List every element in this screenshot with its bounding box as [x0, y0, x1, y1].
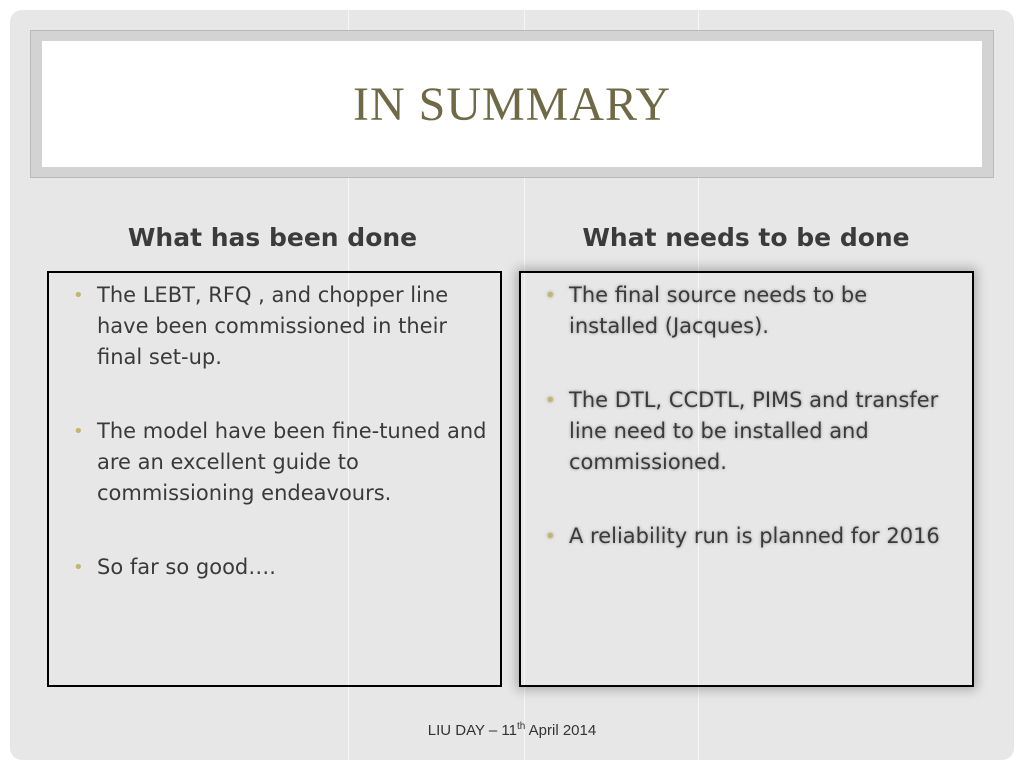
- list-item: [543, 521, 962, 552]
- list-item: [543, 385, 962, 478]
- footer-prefix: LIU DAY – 11: [427, 722, 517, 739]
- list-item-text: The LEBT, RFQ , and chopper line have been commissioned in their final set-up.: [97, 283, 449, 369]
- footer-superscript: th: [516, 721, 526, 732]
- done-list: [71, 280, 490, 626]
- list-item-text: The final source needs to be installed (Jacques).: [569, 283, 868, 338]
- slide-footer: [10, 721, 1014, 739]
- todo-list: [543, 280, 962, 595]
- title-panel: [42, 41, 982, 167]
- list-item: [543, 280, 962, 342]
- list-item-text: A reliability run is planned for 2016: [569, 524, 940, 548]
- title-frame: [30, 30, 994, 178]
- slide-title: IN SUMMARY: [352, 77, 672, 131]
- list-item: [71, 416, 490, 509]
- slide: [10, 10, 1014, 760]
- list-item-text: The model have been fine-tuned and are an excellent guide to commissioning endeavours.: [97, 419, 487, 505]
- right-column-heading: What needs to be done: [582, 223, 910, 252]
- bullet-icon: •: [545, 526, 556, 547]
- footer-suffix: April 2014: [525, 722, 597, 739]
- list-item: [71, 280, 490, 373]
- todo-list-box: [519, 271, 974, 687]
- done-list-box: [47, 271, 502, 687]
- left-column-heading: What has been done: [127, 223, 418, 252]
- bullet-icon: •: [545, 390, 556, 411]
- bullet-icon: •: [545, 285, 556, 306]
- bullet-icon: •: [73, 285, 84, 306]
- list-item-text: So far so good….: [97, 555, 276, 579]
- list-item: [71, 552, 490, 583]
- list-item-text: The DTL, CCDTL, PIMS and transfer line need to be installed and commissioned.: [569, 388, 939, 474]
- bullet-icon: •: [73, 421, 84, 442]
- bullet-icon: •: [73, 557, 84, 578]
